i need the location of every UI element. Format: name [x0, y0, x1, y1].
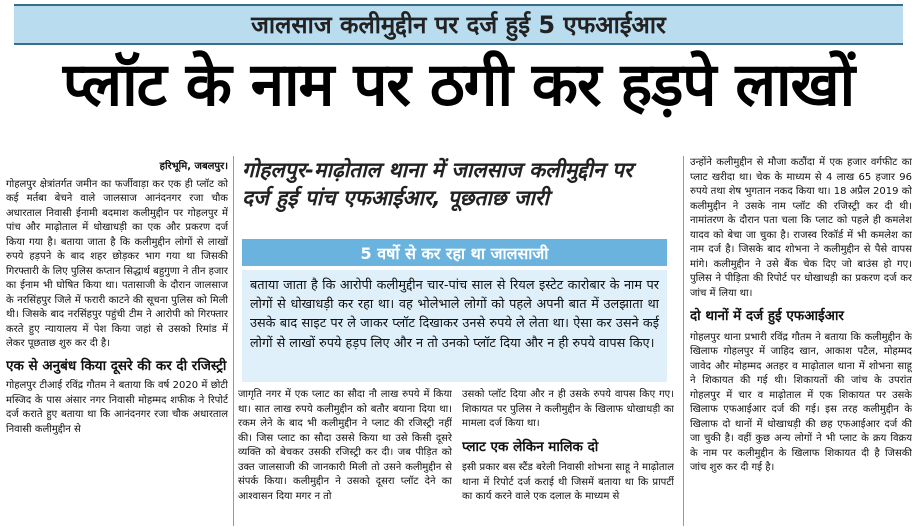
kicker-text: जालसाज कलीमुद्दीन पर दर्ज हुई 5 एफआईआर: [251, 11, 666, 39]
right-subhead: दो थानों में दर्ज हुई एफआईआर: [690, 308, 844, 324]
left-column: [6, 160, 228, 526]
deck: गोहलपुर-माढ़ोताल थाना में जालसाज कलीमुद्दीन पर दर्ज हुई पांच एफआईआर, पूछताछ जारी: [242, 158, 633, 211]
mid-right-paragraph-1: उसको प्लॉट दिया और न ही उसके रुपये वापस किए गए। शिकायत पर पुलिस ने कलीमुद्दीन के खिलाफ धोखाधड़ी का मामला दर्ज किया था।: [462, 389, 674, 429]
right-paragraph-1: उन्होंने कलीमुद्दीन से मौजा कठौंदा में एक हजार वर्गफीट का प्लाट खरीदा था। चेक के माध्यम से 4 लाख 65 हजार 96 रुपये तथा शेष भुगतान नकद किया था। 18 अप्रैल 2019 को कलीमुद्दीन ने उसके नाम प्लॉट की रजिस्ट्री कर दी थी। नामांतरण के दौरान पता चला कि प्लाट को पहले ही कमलेश यादव को बेचा जा चुका है। राजस्व रिकॉर्ड में भी कमलेश का नाम दर्ज है। जिसके बाद शोभना ने कलीमुद्दीन से पैसे वापस मांगे। कलीमुद्दीन ने उसे बैंक चेक दिए जो बाउंस हो गए। पुलिस ने पीड़िता की रिपोर्ट पर धोखाधड़ी का प्रकरण दर्ज कर जांच में लिया था।: [690, 157, 912, 299]
box-heading: 5 वर्षो से कर रहा था जालसाजी: [360, 243, 549, 263]
column-divider: [233, 156, 234, 526]
mid-left-column: [238, 388, 452, 526]
kicker-banner: [14, 4, 903, 45]
box-text: बताया जाता है कि आरोपी कलीमुद्दीन चार-पांच साल से रियल इस्टेट कारोबार के नाम पर लोगों से धोखाधड़ी कर रहा था। वह भोलेभाले लोगों को पहले अपनी बात में उलझाता था उसके बाद साइट पर ले जाकर प्लॉट दिखाकर उनसे रुपये ले लेता था। ऐसा कर उसने कई लोगों से लाखों रुपये हड़प लिए और न तो उनको प्लॉट दिया और न ही रुपये वापस किए।: [242, 270, 667, 382]
mid-right-column: [462, 388, 674, 526]
left-subhead: एक से अनुबंध किया दूसरे की कर दी रजिस्ट्री: [6, 357, 227, 374]
mid-right-subhead: प्लाट एक लेकिन मालिक दो: [462, 438, 599, 455]
right-column: [690, 156, 912, 526]
left-paragraph-2: गोहलपुर टीआई रविंद्र गौतम ने बताया कि वर्ष 2020 में छोटी मस्जिद के पास अंसार नगर निवासी मोहम्मद शफीक ने रिपोर्ट दर्ज कराते हुए बताया था कि आनंदनगर रजा चौक अधारताल निवासी कलीमुद्दीन से: [6, 380, 228, 435]
left-paragraph-1: गोहलपुर क्षेत्रांतर्गत जमीन का फर्जीवाड़ा कर एक ही प्लॉट को कई मर्तबा बेचने वाले जालसाज आनंदनगर रजा चौक अधारताल निवासी ईनामी बदमाश कलीमुद्दीन पर गोहलपुर में पांच और माढ़ोताल में धोखाधड़ी का एक और प्रकरण दर्ज किया गया है। बताया जाता है कि कलीमुद्दीन लोगों से लाखों रुपये हड़पने के बाद शहर छोड़कर भाग गया था जिसकी गिरफ्तारी के लिए पुलिस कप्तान सिद्धार्थ बहुगुणा ने तीन हजार का ईनाम भी घोषित किया था। पतासाजी के दौरान जालसाज के नरसिंहपुर जिले में फरारी काटने की सूचना पुलिस को मिली थी। जिसके बाद नरसिंहपुर पहुंची टीम ने आरोपी को गिरफ्तार करते हुए न्यायालय में पेश किया जहां से उसको रिमांड में लेकर पूछताछ शुरु कर दी है।: [6, 178, 228, 349]
mid-left-paragraph: जागृति नगर में एक प्लाट का सौदा नौ लाख रुपये में किया था। सात लाख रुपये कलीमुद्दीन को बतौर बयाना दिया था। रकम लेने के बाद भी कलीमुद्दीन ने प्लाट की रजिस्ट्री नहीं की। जिस प्लाट का सौदा उससे किया था उसे किसी दूसरे व्यक्ति को बेचकर उसकी रजिस्ट्री कर दी। जब पीड़ित को उक्त जालसाजी की जानकारी मिली तो उसने कलीमुद्दीन से संपर्क किया। कलीमुद्दीन ने उसको दूसरा प्लॉट देने का आश्वासन दिया मगर न तो: [238, 389, 452, 502]
right-paragraph-2: गोहलपुर थाना प्रभारी रविंद्र गौतम ने बताया कि कलीमुद्दीन के खिलाफ गोहलपुर में जाहिद खान, आकाश पटैल, मोहम्मद जावेद और मोहम्मद अतहर व माढ़ोताल थाना में शोभना साहू ने शिकायत की गई थी। शिकायतों की जांच के उपरांत गोहलपुर में चार व माढ़ोताल में एक शिकायत पर उसके खिलाफ एफआईआर दर्ज की गई। इस तरह कलीमुद्दीन के खिलाफ दो थानों में धोखाधड़ी की छह एफआईआर दर्ज की जा चुकी है। वहीं कुछ अन्य लोगों ने भी प्लाट के क्रय विक्रय के नाम पर कलीमुद्दीन के खिलाफ शिकायत दी है जिसकी जांच शुरु कर दी गई है।: [690, 331, 912, 474]
byline: हरिभूमि, जबलपुर।: [159, 161, 228, 172]
mid-right-paragraph-2: इसी प्रकार बस स्टैंड बरेली निवासी शोभना साहू ने माढ़ोताल थाना में रिपोर्ट दर्ज कराई थी जिसमें बताया था कि प्रापर्टी का कार्य करने वाले एक दलाल के माध्यम से: [462, 462, 674, 503]
headline: प्लॉट के नाम पर ठगी कर हड़पे लाखों: [62, 50, 855, 120]
column-divider: [683, 156, 684, 526]
box-heading-band: [242, 239, 667, 266]
